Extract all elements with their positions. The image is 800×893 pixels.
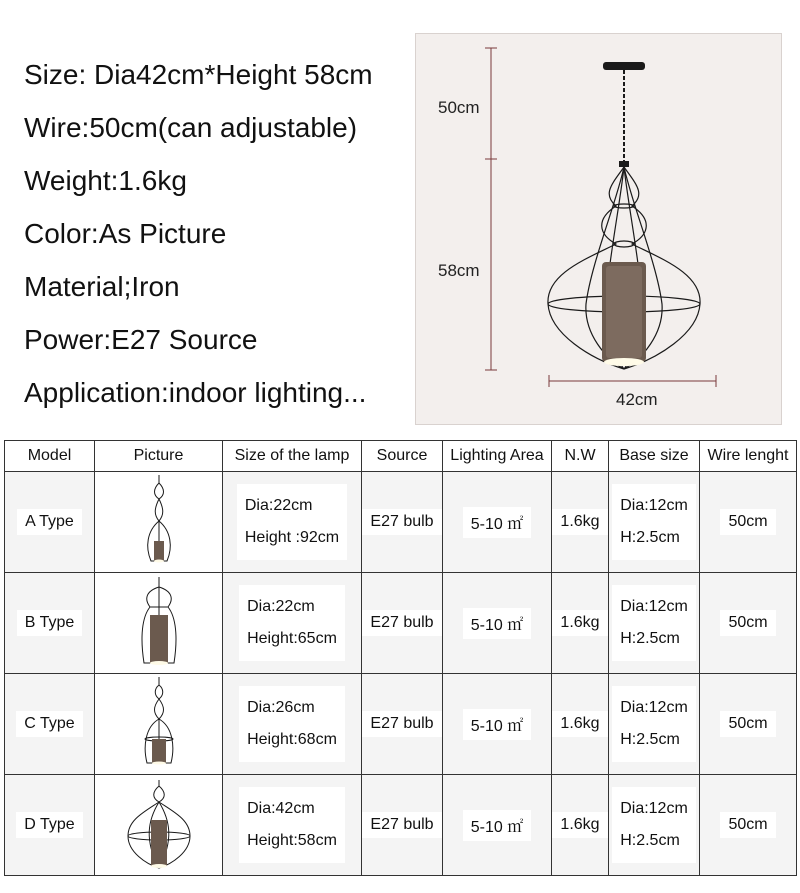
- model-cell: [5, 674, 95, 775]
- base-cell: [609, 775, 700, 876]
- spec-list: [24, 48, 373, 419]
- base-cell: [609, 674, 700, 775]
- area-cell: [443, 472, 552, 573]
- model-cell: [5, 472, 95, 573]
- base-dia: Dia:12cm: [620, 497, 688, 514]
- base-height: H:2.5cm: [620, 731, 680, 748]
- source-cell: [362, 472, 443, 573]
- area-cell: [443, 573, 552, 674]
- lamp-dia: Dia:22cm: [244, 497, 313, 514]
- table-row: [5, 472, 797, 573]
- area-cell: [443, 775, 552, 876]
- lamp-height: Height:65cm: [247, 630, 337, 647]
- source-value: E27 bulb: [362, 610, 441, 636]
- nw-cell: [552, 674, 609, 775]
- base-dia: Dia:12cm: [620, 598, 688, 615]
- lamp-c-thumbnail: [137, 677, 181, 771]
- picture-cell: [95, 472, 223, 573]
- header-picture: Picture: [95, 441, 223, 472]
- spec-size: Size: Dia42cm*Height 58cm: [24, 59, 373, 90]
- spec-wire: Wire:50cm(can adjustable): [24, 112, 358, 143]
- source-value: E27 bulb: [362, 509, 441, 535]
- lamp-dimension-photo: [415, 33, 782, 425]
- wire-value: 50cm: [720, 610, 775, 636]
- lamp-dia: Dia:22cm: [247, 598, 315, 615]
- header-source: Source: [362, 441, 443, 472]
- wire-cell: [700, 573, 797, 674]
- size-cell: [223, 573, 362, 674]
- size-cell: [223, 472, 362, 573]
- width-label: 42cm: [616, 390, 658, 409]
- header-wire-length: Wire lenght: [700, 441, 797, 472]
- nw-value: 1.6kg: [552, 711, 607, 737]
- nw-value: 1.6kg: [552, 610, 607, 636]
- model-cell: [5, 775, 95, 876]
- nw-value: 1.6kg: [552, 812, 607, 838]
- model-comparison-table: [4, 440, 797, 876]
- area-value: 5-10 ㎡: [463, 810, 531, 841]
- picture-cell: [95, 674, 223, 775]
- area-value: 5-10 ㎡: [463, 608, 531, 639]
- lamp-height: Height :92cm: [244, 529, 340, 546]
- lamp-dimension-illustration: [416, 34, 781, 424]
- base-height: H:2.5cm: [620, 529, 680, 546]
- table-row: [5, 674, 797, 775]
- lamp-dia: Dia:42cm: [247, 800, 315, 817]
- wire-value: 50cm: [720, 509, 775, 535]
- dimension-lines: [485, 48, 716, 387]
- area-cell: [443, 674, 552, 775]
- source-value: E27 bulb: [362, 711, 441, 737]
- model-name: A Type: [17, 509, 82, 535]
- nw-cell: [552, 472, 609, 573]
- header-size: Size of the lamp: [223, 441, 362, 472]
- header-model: Model: [5, 441, 95, 472]
- lamp-dia: Dia:26cm: [247, 699, 315, 716]
- height-label: 58cm: [438, 261, 480, 280]
- lamp-b-thumbnail: [136, 577, 182, 669]
- source-cell: [362, 573, 443, 674]
- base-dia: Dia:12cm: [620, 800, 688, 817]
- header-lighting-area: Lighting Area: [443, 441, 552, 472]
- source-value: E27 bulb: [362, 812, 441, 838]
- wire-cell: [700, 775, 797, 876]
- model-cell: [5, 573, 95, 674]
- area-value: 5-10 ㎡: [463, 507, 531, 538]
- base-cell: [609, 573, 700, 674]
- spec-weight: Weight:1.6kg: [24, 165, 187, 196]
- picture-cell: [95, 775, 223, 876]
- wire-cell: [700, 674, 797, 775]
- spec-application: Application:indoor lighting...: [24, 377, 367, 408]
- source-cell: [362, 775, 443, 876]
- base-height: H:2.5cm: [620, 832, 680, 849]
- size-cell: [223, 674, 362, 775]
- model-name: D Type: [16, 812, 82, 838]
- header-base-size: Base size: [609, 441, 700, 472]
- spec-power: Power:E27 Source: [24, 324, 258, 355]
- lamp-height: Height:68cm: [247, 731, 337, 748]
- table-header-row: [5, 441, 797, 472]
- product-spec-section: [0, 0, 800, 440]
- nw-value: 1.6kg: [552, 509, 607, 535]
- area-value: 5-10 ㎡: [463, 709, 531, 740]
- model-name: B Type: [17, 610, 83, 636]
- lamp-canopy: [603, 62, 645, 167]
- source-cell: [362, 674, 443, 775]
- header-nw: N.W: [552, 441, 609, 472]
- table-row: [5, 573, 797, 674]
- spec-color: Color:As Picture: [24, 218, 227, 249]
- wire-cell: [700, 472, 797, 573]
- base-cell: [609, 472, 700, 573]
- nw-cell: [552, 775, 609, 876]
- spec-material: Material;Iron: [24, 271, 180, 302]
- lamp-d-thumbnail: [124, 780, 194, 870]
- base-height: H:2.5cm: [620, 630, 680, 647]
- table-row: [5, 775, 797, 876]
- lamp-height: Height:58cm: [247, 832, 337, 849]
- wire-value: 50cm: [720, 711, 775, 737]
- wire-value: 50cm: [720, 812, 775, 838]
- base-dia: Dia:12cm: [620, 699, 688, 716]
- model-name: C Type: [16, 711, 82, 737]
- nw-cell: [552, 573, 609, 674]
- wire-length-label: 50cm: [438, 98, 480, 117]
- size-cell: [223, 775, 362, 876]
- picture-cell: [95, 573, 223, 674]
- lamp-shade: [602, 262, 646, 366]
- lamp-a-thumbnail: [139, 475, 179, 569]
